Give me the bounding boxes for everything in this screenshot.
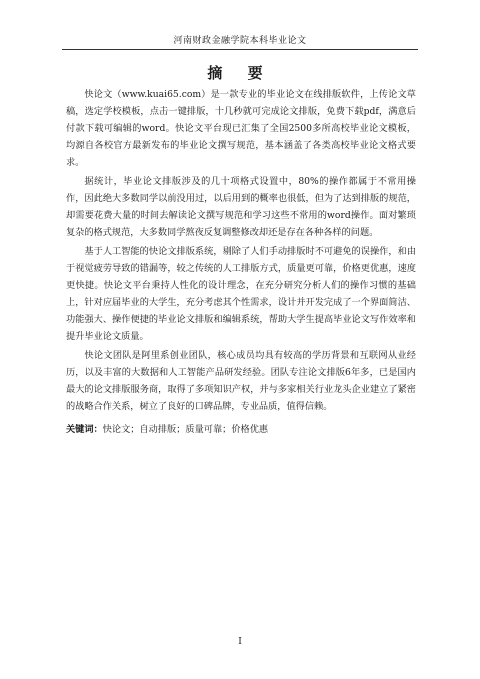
abstract-paragraph-1: 快论文（www.kuai65.com）是一款专业的毕业论文在线排版软件，上传论文草稿，选定学校模板，点击一键排版，十几秒就可完成论文排版，免费下载pdf，满意后付款下载可编辑的word。快论文平台现已汇集了全国2500多所高校毕业论文模板，均源自各校官方最新发布的毕业论文撰写规范，基本涵盖了各类高校毕业论文格式要求。: [66, 89, 416, 168]
page-number: I: [238, 637, 242, 647]
abstract-paragraph-2: 据统计，毕业论文排版涉及的几十项格式设置中，80%的操作都属于不常用操作，因此绝大多数同学以前没用过，以后用到的概率也很低，但为了达到排版的规范，却需要花费大量的时间去解读论文撰写规范和学习这些不常用的word操作。面对繁琐复杂的格式规范，大多数同学熬夜反复调整修改却还是存在各种各样的问题。: [66, 176, 416, 238]
keywords-label: 关键词：: [66, 424, 103, 435]
keywords-line: [66, 421, 416, 438]
page-header: 河南财政金融学院本科毕业论文: [62, 33, 418, 50]
abstract-paragraph-3: 基于人工智能的快论文排版系统，剔除了人们手动排版时不可避免的误操作，和由于视觉疲劳导致的错漏等，较之传统的人工排版方式，质量更可靠，价格更优惠，速度更快捷。快论文平台秉持人性化的设计理念，在充分研究分析人们的操作习惯的基础上，针对应届毕业的大学生，充分考虑其个性需求，设计并开发完成了一个界面简洁、功能强大、操作便捷的毕业论文排版和编辑系统，帮助大学生提高毕业论文写作效率和提升毕业论文质量。: [66, 246, 416, 342]
abstract-body: [66, 86, 416, 438]
abstract-title: 摘 要: [207, 64, 273, 82]
keywords-value: 快论文；自动排版；质量可靠；价格优惠: [102, 424, 269, 435]
abstract-paragraph-4: 快论文团队是阿里系创业团队，核心成员均具有较高的学历背景和互联网从业经历，以及丰富的大数据和人工智能产品研发经验。团队专注论文排版6年多，已是国内最大的论文排版服务商，取得了多项知识产权，并与多家相关行业龙头企业建立了紧密的战略合作关系，树立了良好的口碑品牌，专业品质，值得信赖。: [66, 350, 416, 412]
